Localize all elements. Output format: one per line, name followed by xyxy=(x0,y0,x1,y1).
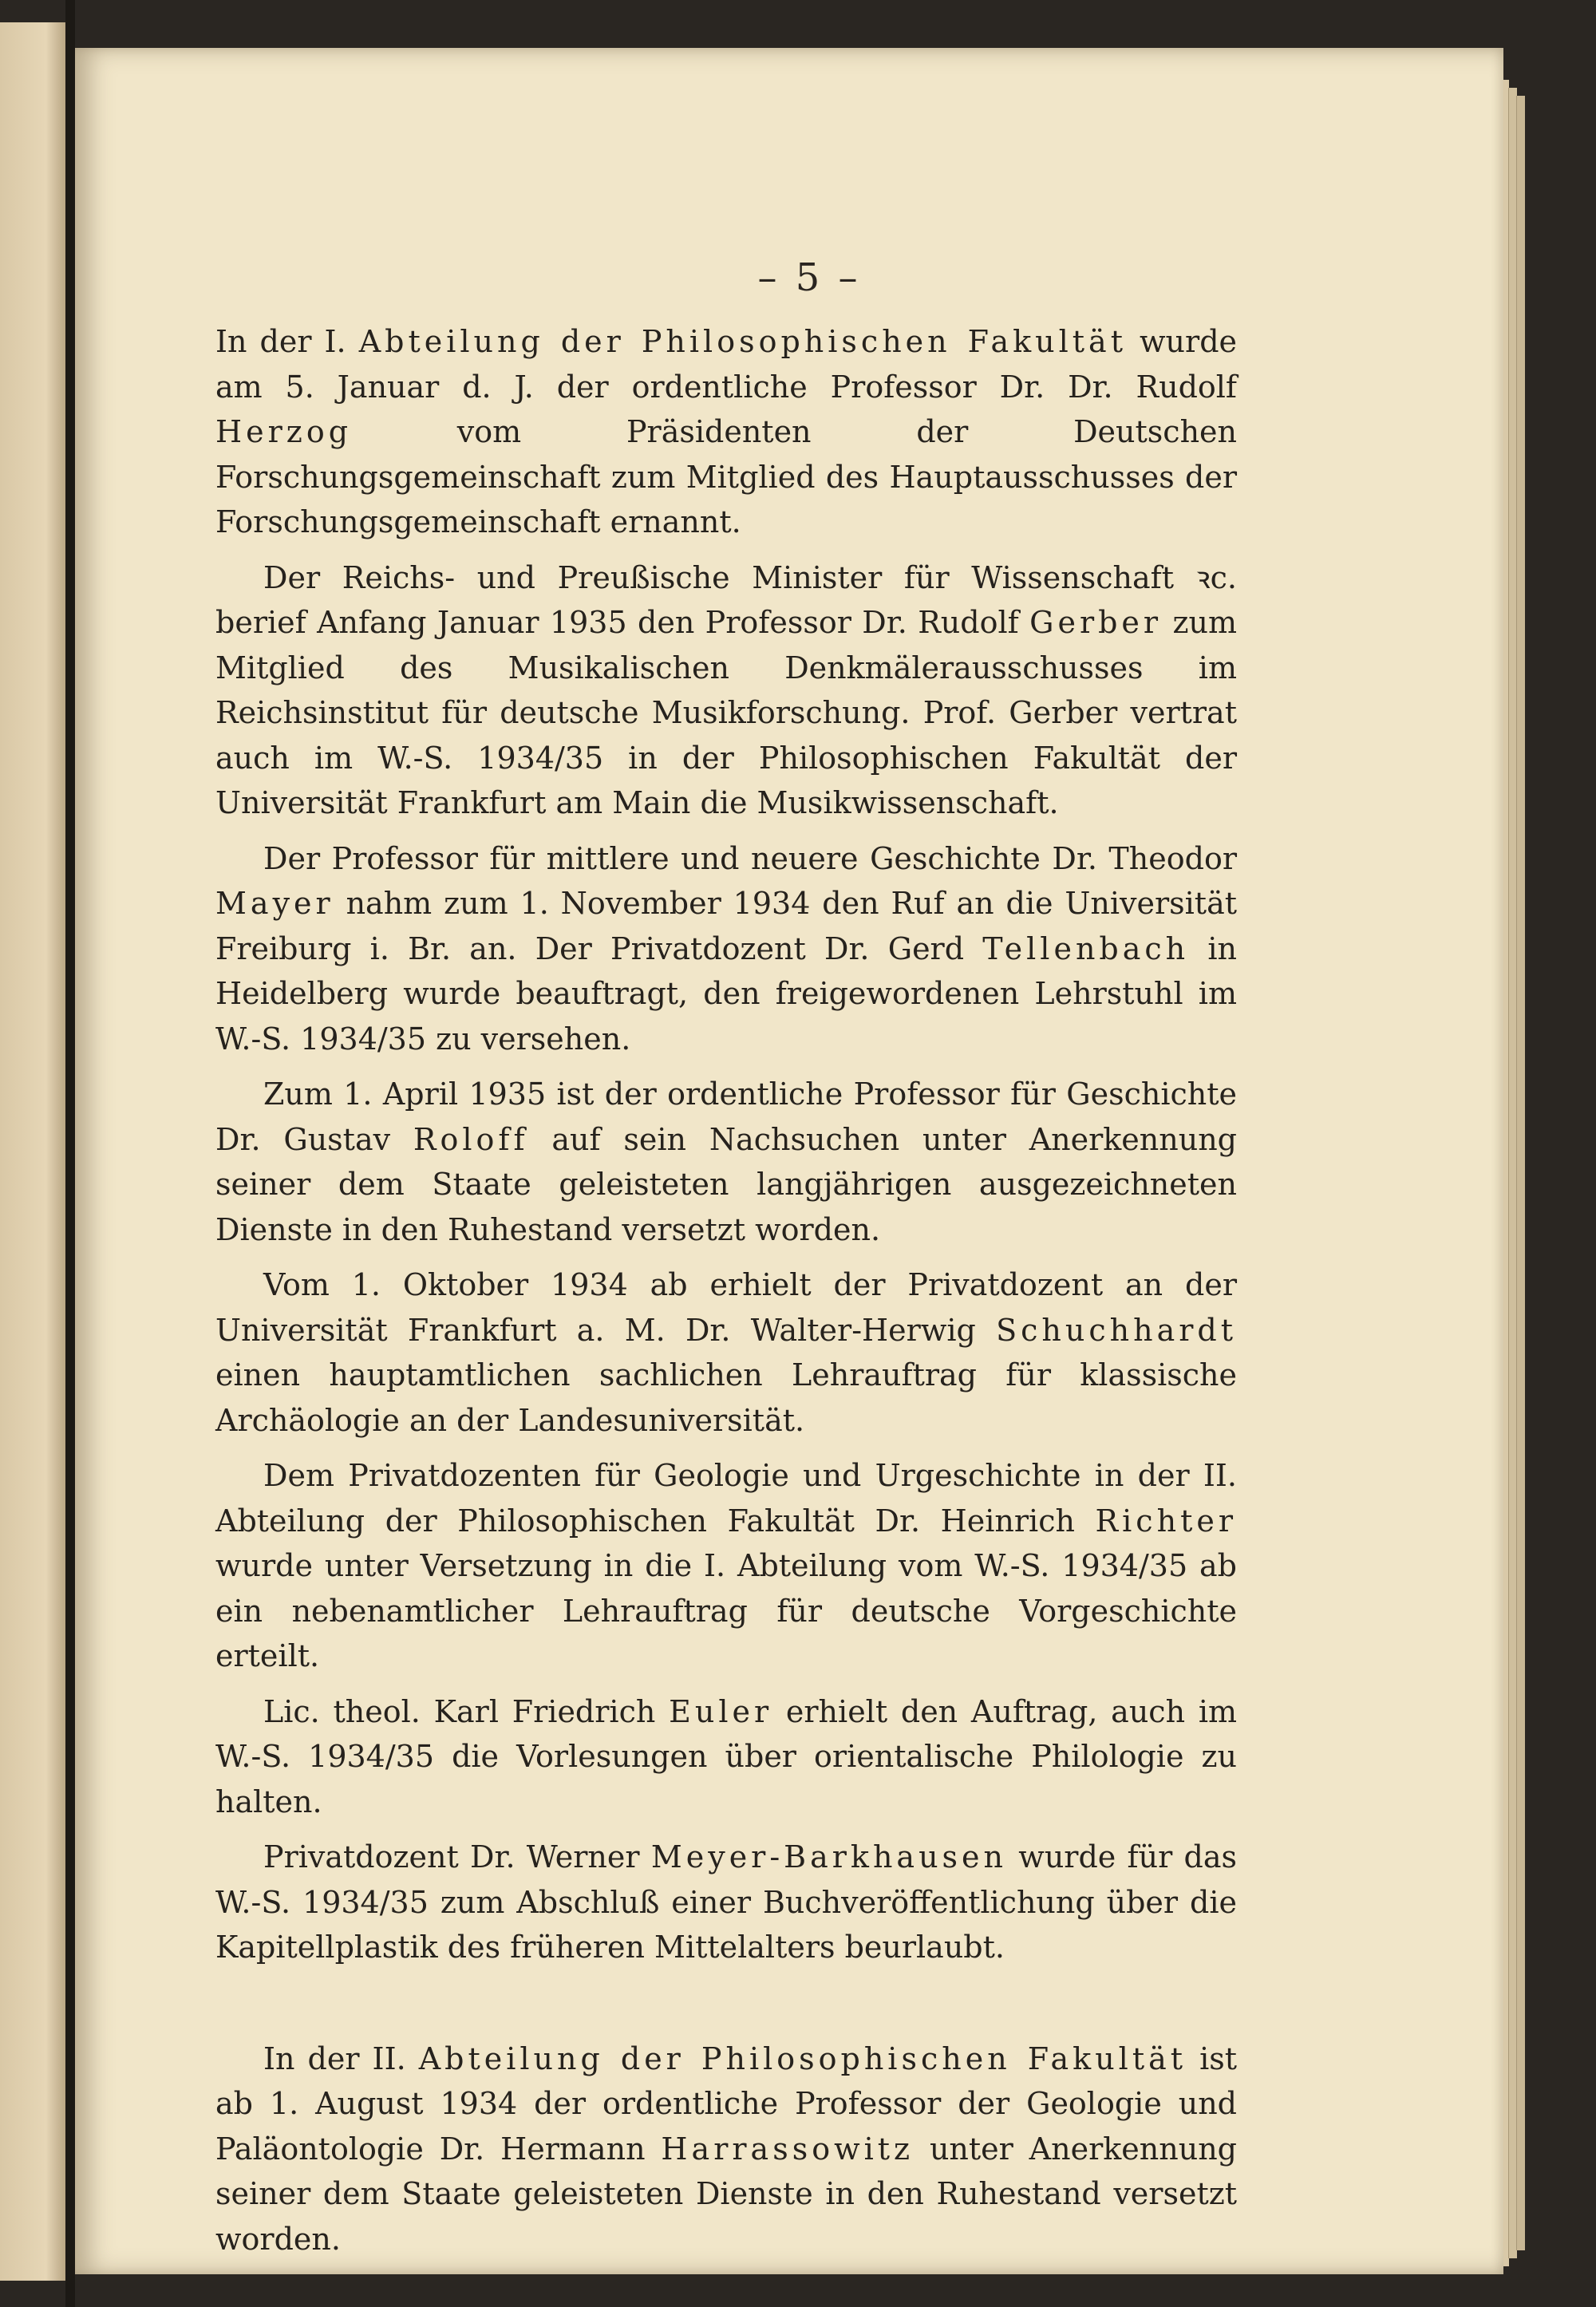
text-segment: unter Anerkennung seiner dem Staate geleisteten Dienste in den Ruhestand versetzt worden. xyxy=(215,2131,1237,2257)
paragraph-p4 xyxy=(215,1072,1237,1252)
emphasized-name: Gerber xyxy=(1029,605,1163,640)
book-spine xyxy=(65,0,75,2307)
text-segment: in Heidelberg wurde beauftragt, den freigewordenen Lehrstuhl im W.-S. 1934/35 zu versehen. xyxy=(215,930,1237,1057)
text-segment: auf sein Nachsuchen unter Anerkennung seiner dem Staate geleisteten langjährigen ausgezeichneten Dienste in den Ruhestand versetzt worden. xyxy=(215,1121,1238,1247)
section-gap xyxy=(215,1981,1237,2036)
text-segment: zum Mitglied des Musikalischen Denkmälerausschusses im Reichsinstitut für deutsche Musikforschung. Prof. Gerber vertrat auch im W.-S. 1934/35 in der Philosophischen Fakultät der Universität Frankfurt am Main die Musikwissenschaft. xyxy=(215,605,1238,820)
emphasized-name: Harrassowitz xyxy=(661,2131,915,2167)
facing-page-edge xyxy=(0,22,65,2281)
text-segment: wurde für das W.-S. 1934/35 zum Abschluß einer Buchveröffentlichung über die Kapitellplastik des früheren Mittelalters beurlaubt. xyxy=(215,1839,1238,1965)
paragraph-p1 xyxy=(215,319,1237,545)
emphasized-name: Richter xyxy=(1095,1503,1237,1539)
emphasized-name: Herzog xyxy=(215,414,353,449)
text-segment: Privatdozent Dr. Werner xyxy=(263,1839,651,1874)
emphasized-name: Abteilung der Philosophischen Fakultät xyxy=(418,2040,1187,2076)
emphasized-name: Mayer xyxy=(215,886,334,921)
emphasized-name: Meyer-Barkhausen xyxy=(650,1839,1008,1874)
body-text xyxy=(215,319,1237,2272)
paragraph-p8 xyxy=(215,1835,1237,1970)
paragraph-p9 xyxy=(215,2036,1237,2262)
emphasized-name: Schuchhardt xyxy=(996,1312,1237,1348)
text-segment: erhielt den Auftrag, auch im W.-S. 1934/35 die Vorlesungen über orientalische Philologie zu halten. xyxy=(215,1693,1238,1819)
emphasized-name: Euler xyxy=(669,1693,773,1729)
text-segment: Dem Privatdozenten für Geologie und Urgeschichte in der II. Abteilung der Philosophischen Fakultät Dr. Heinrich xyxy=(215,1458,1237,1539)
text-segment: Zum 1. April 1935 ist der ordentliche Professor für Geschichte Dr. Gustav xyxy=(215,1076,1237,1157)
text-segment: Der Professor für mittlere und neuere Geschichte Dr. Theodor xyxy=(263,840,1237,876)
text-segment: In der II. xyxy=(263,2040,419,2076)
text-segment: Lic. theol. Karl Friedrich xyxy=(263,1693,670,1729)
paragraph-p6 xyxy=(215,1453,1237,1679)
emphasized-name: Tellenbach xyxy=(982,930,1190,966)
emphasized-name: Roloff xyxy=(413,1121,529,1157)
text-segment: wurde am 5. Januar d. J. der ordentliche Professor Dr. Dr. Rudolf xyxy=(215,324,1238,405)
text-segment: Der Reichs- und Preußische Minister für Wissenschaft ꝛc. berief Anfang Januar 1935 den Professor Dr. Rudolf xyxy=(215,559,1237,640)
page-number: – 5 – xyxy=(757,255,861,300)
text-segment: Vom 1. Oktober 1934 ab erhielt der Privatdozent an der Universität Frankfurt a. M. Dr. Walter-Herwig xyxy=(215,1267,1237,1348)
text-segment: vom Präsidenten der Deutschen Forschungsgemeinschaft zum Mitglied des Hauptausschusses der Forschungsgemeinschaft ernannt. xyxy=(215,414,1237,539)
emphasized-name: Abteilung der Philosophischen Fakultät xyxy=(358,324,1127,359)
paragraph-p5 xyxy=(215,1262,1237,1443)
paragraph-p2 xyxy=(215,555,1237,826)
text-segment: In der I. xyxy=(215,324,359,359)
paragraph-p7 xyxy=(215,1689,1237,1825)
paragraph-p3 xyxy=(215,836,1237,1062)
text-segment: einen hauptamtlichen sachlichen Lehrauftrag für klassische Archäologie an der Landesuniversität. xyxy=(215,1357,1237,1438)
text-segment: ist ab 1. August 1934 der ordentliche Professor der Geologie und Paläontologie Dr. Hermann xyxy=(215,2040,1237,2167)
text-segment: nahm zum 1. November 1934 den Ruf an die Universität Freiburg i. Br. an. Der Privatdozent Dr. Gerd xyxy=(215,886,1237,966)
page-edge xyxy=(1516,96,1525,2250)
text-segment: wurde unter Versetzung in die I. Abteilung vom W.-S. 1934/35 ab ein nebenamtlicher Lehrauftrag für deutsche Vorgeschichte erteilt. xyxy=(215,1548,1237,1673)
